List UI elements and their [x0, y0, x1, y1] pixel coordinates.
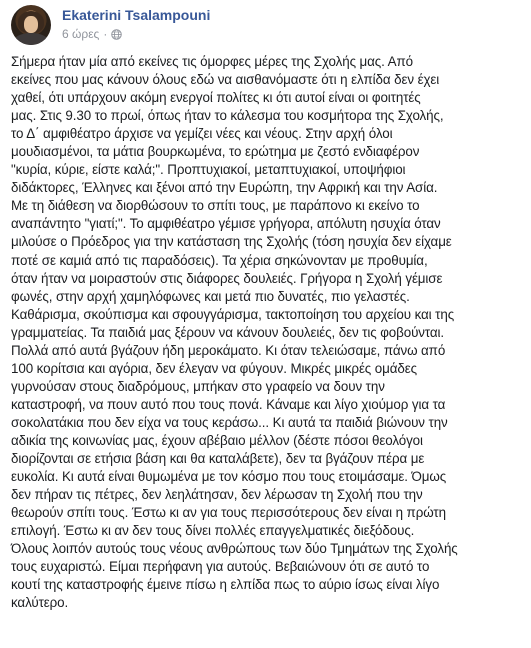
- avatar[interactable]: [11, 5, 51, 45]
- avatar-shoulders: [13, 33, 49, 45]
- post-header: [11, 5, 210, 45]
- author-name[interactable]: Ekaterini Tsalampouni: [62, 7, 211, 23]
- time-row: [62, 27, 210, 41]
- separator-dot: ·: [103, 27, 108, 41]
- post-timestamp[interactable]: 6 ώρες: [62, 27, 100, 41]
- post-meta: [62, 7, 210, 41]
- post-text: Σήμερα ήταν μία από εκείνες τις όμορφες μέρες της Σχολής μας. Από εκείνες που μας κάνουν όλους εδώ να αισθανόμαστε ότι η ελπίδα δεν έχει χαθεί, ότι υπάρχουν ακόμη ενεργοί πολίτες κι ότι αυτοί είναι οι φοιτητές μας. Στις 9.30 το πρωί, όπως ήταν το κάλεσμα του κοσμήτορα της Σχολής, το Δ΄ αμφιθέατρο άρχισε να γεμίζει νέες και νέους. Στην αρχή όλοι μουδιασμένοι, τα μάτια βουρκωμένα, το ερώτημα με ζεστό ενδιαφέρον "κυρία, κύριε, είστε καλά;". Προπτυχιακοί, μεταπτυχιακοί, υποψήφιοι διδάκτορες, Έλληνες και ξένοι από την Ευρώπη, την Αφρική και την Ασία. Με τη διάθεση να διορθώσουν το σπίτι τους, με παράπονο κι εκείνο το αναπάντητο "γιατί;". Το αμφιθέατρο γέμισε γρήγορα, απόλυτη ησυχία όταν μιλούσε ο Πρόεδρος για την κατάσταση της Σχολής (τόση ησυχία δεν είχαμε ποτέ σε καμιά από τις παραδόσεις). Τα χέρια σηκώνονταν με προθυμία, όταν ήταν να μοιραστούν στις διάφορες δουλειές. Γρήγορα η Σχολή γέμισε φωνές, στην αρχή χαμηλόφωνες και μετά πιο δυνατές, πιο γελαστές. Καθάρισμα, σκούπισμα και σφουγγάρισμα, τακτοποίηση του αρχείου και της γραμματείας. Τα παιδιά μας ξέρουν να κάνουν δουλειές, δεν τις φοβούνται. Πολλά από αυτά βγάζουν ήδη μεροκάματο. Κι όταν τελειώσαμε, πάνω από 100 κορίτσια και αγόρια, δεν έλεγαν να φύγουν. Μικρές μικρές ομάδες γυρνούσαν στους διαδρόμους, μπήκαν στο γραφείο να δουν την καταστροφή, να πουν αυτό που τους πονά. Κάναμε και λίγο χιούμορ για τα σοκολατάκια που δεν είχα να τους κεράσω... Κι αυτά τα παιδιά βιώνουν την αδικία της κοινωνίας μας, έχουν αβέβαιο μέλλον (δέστε πόσοι θεολόγοι διορίζονται σε ετήσια βάση και θα καταλάβετε), δεν τα βγάζουν πέρα με ευκολία. Κι αυτά είναι θυμωμένα με τον κόσμο που τους ετοιμάσαμε. Όμως δεν πήραν τις πέτρες, δεν λεηλάτησαν, δεν λέρωσαν τη Σχολή που την θεωρούν σπίτι τους. Έστω κι αν για τους περισσότερους δεν είναι η πρώτη επιλογή. Έστω κι αν δεν τους δίνει πολλές επαγγελματικές διεξόδους. Όλους λοιπόν αυτούς τους νέους ανθρώπους των δύο Τμημάτων της Σχολής τους ευχαριστώ. Είμαι περήφανη για αυτούς. Βεβαιώνουν ότι σε αυτό το κουτί της καταστροφής έμεινε πίσω η ελπίδα πως το αύριο ίσως είναι λίγο καλύτερο.: [11, 54, 458, 611]
- globe-icon[interactable]: [111, 29, 122, 40]
- avatar-face: [24, 16, 38, 33]
